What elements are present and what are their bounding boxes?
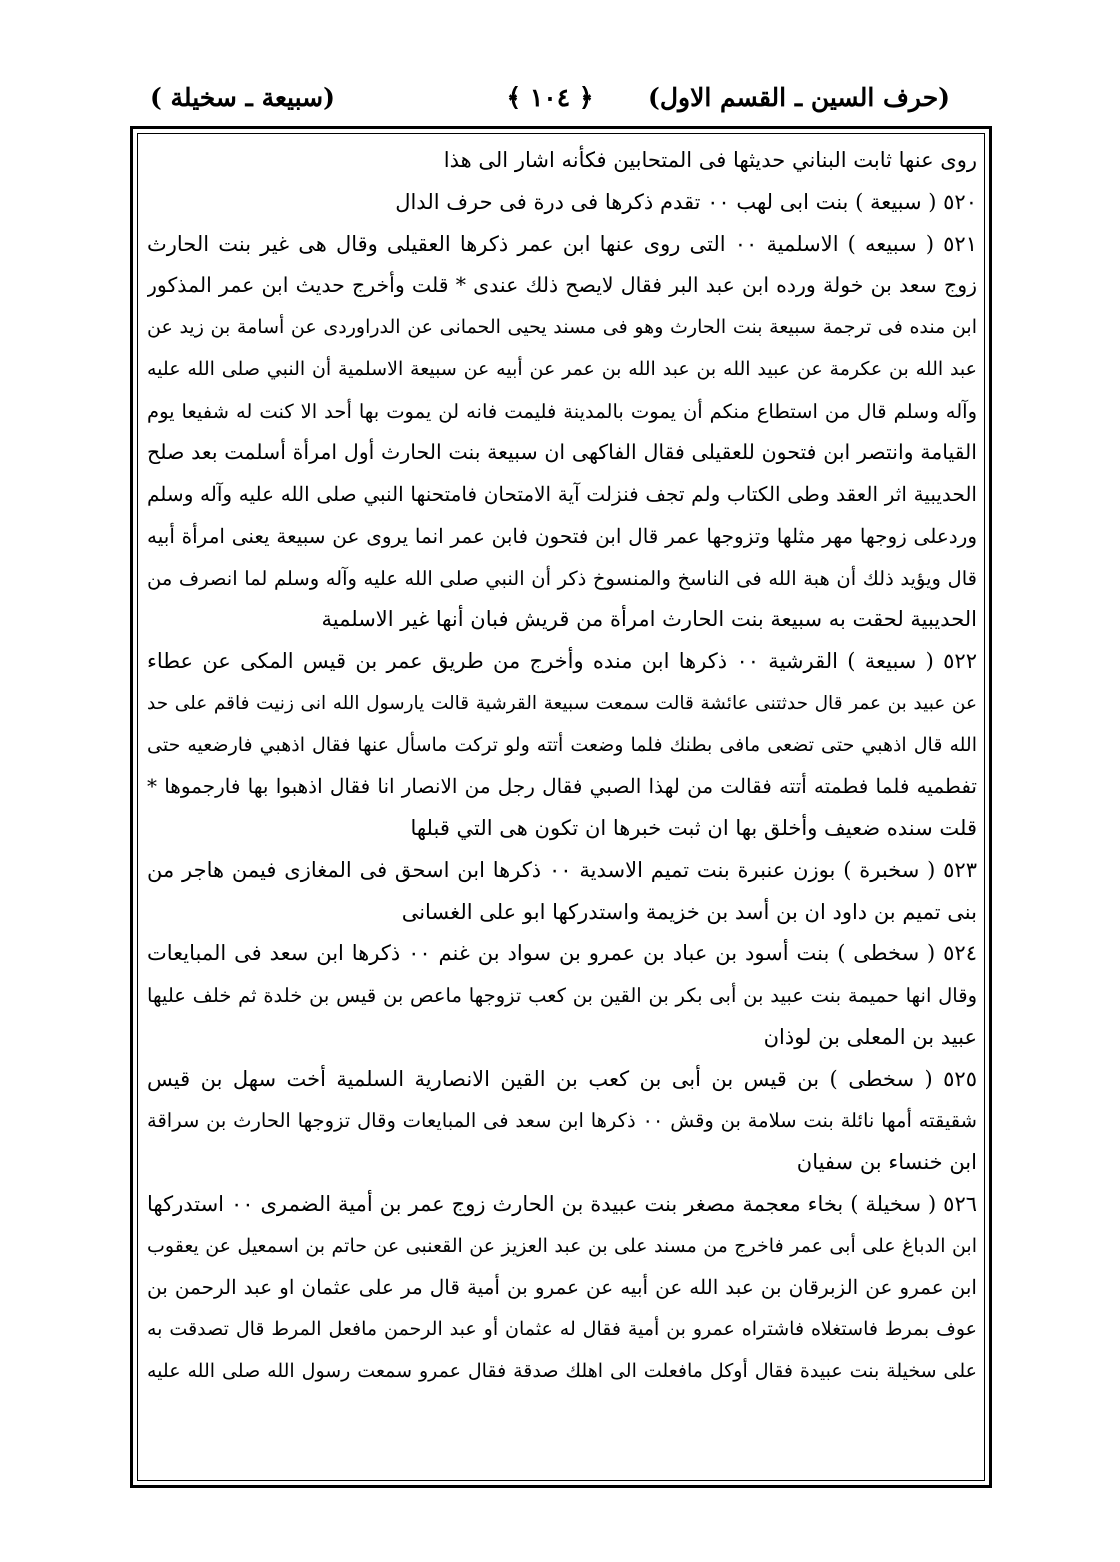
chapter-heading: (حرف السين ـ القسم الاول) [648, 83, 950, 112]
text-line: وآله وسلم قال من استطاع منكم أن يموت بالمدينة فليمت فانه لن يموت بها أحد الا كنت له شفيعا يوم [147, 399, 977, 423]
page-body-text [147, 140, 977, 1393]
text-line: عبد الله بن عكرمة عن عبيد الله بن عبد الله بن عمر عن أبيه عن سبيعة الاسلمية أن النبي صلى الله عليه [147, 357, 977, 380]
text-line: ابن منده فى ترجمة سبيعة بنت الحارث وهو فى مسند يحيى الحمانى عن الدراوردى عن أسامة بن زيد عن [147, 316, 977, 338]
text-line: الحديبية لحقت به سبيعة بنت الحارث امرأة من قريش فبان أنها غير الاسلمية [321, 607, 977, 632]
text-line: ابن الدباغ على أبى عمر فاخرج من مسند على بن عبد العزيز عن القعنبى عن حاتم بن اسمعيل عن يعقوب [147, 1234, 977, 1257]
text-line: القيامة وانتصر ابن فتحون للعقيلى فقال الفاكهى ان سبيعة بنت الحارث أول امرأة أسلمت بعد صلح [147, 440, 977, 465]
text-line: ٥٢٣ ( سخبرة ) بوزن عنبرة بنت تميم الاسدية ٠٠ ذكرها ابن اسحق فى المغازى فيمن هاجر من [147, 857, 977, 882]
text-line: ابن عمرو عن الزبرقان بن عبد الله عن أبيه عن عمرو بن أمية قال مر على عثمان او عبد الرحمن بن [147, 1275, 977, 1300]
text-line: ابن خنساء بن سفيان [796, 1150, 977, 1174]
text-line: ٥٢١ ( سبيعه ) الاسلمية ٠٠ التى روى عنها ابن عمر ذكرها العقيلى وقال هى غير بنت الحارث [147, 231, 977, 256]
page-header [150, 78, 950, 118]
text-line: على سخيلة بنت عبيدة فقال أوكل مافعلت الى اهلك صدقة فقال عمرو سمعت رسول الله صلى الله عليه [147, 1359, 977, 1382]
text-line: ٥٢٠ ( سبيعة ) بنت ابى لهب ٠٠ تقدم ذكرها فى درة فى حرف الدال [395, 189, 977, 214]
text-line: بنى تميم بن داود ان بن أسد بن خزيمة واستدركها ابو على الغسانى [401, 899, 977, 924]
text-line: عوف بمرط فاستغلاه فاشتراه عمرو بن أمية فقال له عثمان أو عبد الرحمن مافعل المرط قال تصدقت به [147, 1318, 977, 1340]
text-line: ٥٢٥ ( سخطى ) بن قيس بن أبى بن كعب بن القين الانصارية السلمية أخت سهل بن قيس [147, 1066, 977, 1091]
text-line: شقيقته أمها نائلة بنت سلامة بن وقش ٠٠ ذكرها ابن سعد فى المبايعات وقال تزوجها الحارث بن سراقة [147, 1109, 977, 1133]
text-line: الحديبية اثر العقد وطى الكتاب ولم تجف فنزلت آية الامتحان فامتحنها النبي صلى الله عليه وآله وسلم [147, 482, 977, 506]
text-line: عبيد بن المعلى بن لوذان [763, 1024, 977, 1049]
text-line: وردعلى زوجها مهر مثلها وتزوجها عمر قال ابن فتحون فابن عمر انما يروى عن سبيعة يعنى امرأة أبيه [147, 523, 977, 548]
text-line: وقال انها حميمة بنت عبيد بن أبى بكر بن القين بن كعب تزوجها ماعص بن قيس بن خلدة ثم خلف عليها [147, 984, 977, 1007]
text-line: زوج سعد بن خولة ورده ابن عبد البر فقال لايصح ذلك عندى * قلت وأخرج حديث ابن عمر المذكور [147, 273, 977, 298]
text-line: ٥٢٤ ( سخطى ) بنت أسود بن عباد بن عمرو بن سواد بن غنم ٠٠ ذكرها ابن سعد فى المبايعات [147, 941, 977, 966]
text-line: روى عنها ثابت البناني حديثها فى المتحابين فكأنه اشار الى هذا [443, 148, 977, 172]
text-line: عن عبيد بن عمر قال حدثتنى عائشة قالت سمعت سبيعة القرشية قالت يارسول الله انى زنيت فاقم على حد [147, 692, 977, 714]
text-line: قال ويؤيد ذلك أن هبة الله فى الناسخ والمنسوخ ذكر أن النبي صلى الله عليه وآله وسلم لما انصرف من [147, 566, 977, 590]
text-line: قلت سنده ضعيف وأخلق بها ان ثبت خبرها ان تكون هى التي قبلها [410, 816, 977, 840]
text-line: تفطميه فلما فطمته أتته فقالت من لهذا الصبي فقال رجل من الانصار انا فقال اذهبوا بها فارجموها * [147, 774, 977, 799]
text-line: ٥٢٦ ( سخيلة ) بخاء معجمة مصغر بنت عبيدة بن الحارث زوج عمر بن أمية الضمرى ٠٠ استدركها [147, 1191, 977, 1216]
page-number: ﴿ ١٠٤ ﴾ [506, 83, 594, 112]
text-line: ٥٢٢ ( سبيعة ) القرشية ٠٠ ذكرها ابن منده وأخرج من طريق عمر بن قيس المكى عن عطاء [147, 649, 977, 673]
entries-range-heading: (سبيعة ـ سخيلة ) [150, 83, 335, 112]
text-line: الله قال اذهبي حتى تضعى مافى بطنك فلما وضعت أتته ولو تركت ماسأل عنها فقال اذهبي فارضعيه حتى [147, 733, 977, 756]
